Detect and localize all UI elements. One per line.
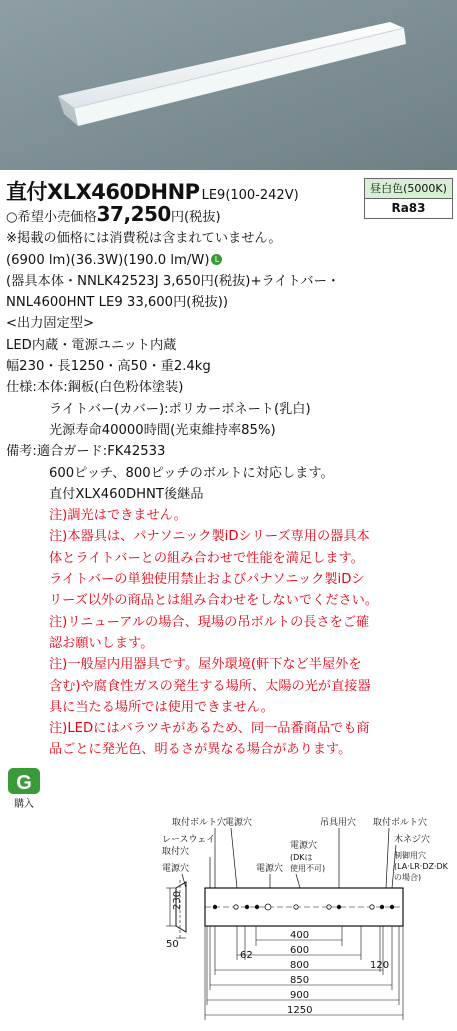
parts-line-1: (器具本体・NNLK42523J 3,650円(税抜)+ライトバー・ bbox=[6, 273, 340, 289]
note-line: 注)リニューアルの場合、現場の吊ボルトの長さをご確 bbox=[49, 614, 370, 630]
builtin-line: LED内蔵・電源ユニット内蔵 bbox=[6, 337, 177, 353]
price-amount: 37,250 bbox=[96, 204, 171, 226]
dim-120: 120 bbox=[370, 960, 390, 971]
green-mark-letter: G bbox=[16, 772, 32, 794]
note-line: 認お願いします。 bbox=[49, 635, 154, 651]
label-raceway-1: レースウェイ bbox=[162, 835, 216, 845]
color-temp-label: 昼白色(5000K) bbox=[365, 179, 452, 199]
performance-values: (6900 lm)(36.3W)(190.0 lm/W) bbox=[6, 252, 210, 268]
note-line: 品ごとに発光色、明るさが異なる場合があります。 bbox=[49, 742, 352, 758]
note-line: 体とライトバーとの組み合わせで性能を満足します。 bbox=[49, 550, 364, 566]
note-line: リーズ以外の商品とは組み合わせをしないでください。 bbox=[49, 593, 379, 609]
voltage-range: (100-242V) bbox=[225, 188, 299, 203]
price-line bbox=[6, 204, 454, 228]
remarks-line-1: 備考:適合ガード:FK42533 bbox=[6, 444, 166, 460]
note-line: 注)本器具は、パナソニック製iDシリーズ専用の器具本 bbox=[49, 529, 370, 545]
note-line: 注)調光はできません。 bbox=[49, 508, 187, 524]
dim-side: 50 bbox=[166, 939, 179, 950]
dim-800: 800 bbox=[290, 960, 310, 971]
spec-line-1: 仕様:本体:鋼板(白色粉体塗装) bbox=[6, 380, 184, 396]
note-line: 含む)や腐食性ガスの発生する場所、太陽の光が直接器 bbox=[49, 678, 371, 694]
dim-62: 62 bbox=[240, 950, 253, 961]
remarks-line-2: 600ピッチ、800ピッチのボルトに対応します。 bbox=[49, 465, 334, 481]
dim-900: 900 bbox=[290, 990, 310, 1001]
spec-line-3: 光源寿命40000時間(光束維持率85%) bbox=[49, 422, 276, 438]
remarks-line-3: 直付XLX460DHNT後継品 bbox=[49, 486, 204, 502]
l-badge-icon: L bbox=[211, 254, 222, 265]
model-number: 直付XLX460DHNP bbox=[6, 180, 200, 204]
model-heading bbox=[6, 176, 299, 206]
price-prefix: ○希望小売価格 bbox=[6, 210, 97, 225]
dimension-diagram bbox=[0, 812, 457, 1031]
spec-line-2: ライトバー(カバー):ポリカーボネート(乳白) bbox=[49, 401, 311, 417]
performance-line bbox=[6, 250, 454, 271]
product-description bbox=[6, 204, 454, 761]
label-raceway-2: 取付穴 bbox=[162, 847, 190, 857]
label-control-hole-1: 制御用穴 bbox=[394, 851, 426, 860]
label-power-hole-dk-3: 使用不可) bbox=[290, 864, 326, 873]
label-control-hole-2: (LA·LR·DZ·DK bbox=[394, 862, 448, 871]
dim-400: 400 bbox=[290, 930, 310, 941]
note-line: 注)LEDにはバラツキがあるため、同一品番商品でも商 bbox=[49, 721, 370, 737]
note-line: 具に当たる場所では使用できません。 bbox=[49, 699, 274, 715]
label-wood-screw-hole: 木ネジ穴 bbox=[394, 835, 431, 845]
green-mark-label: 購入 bbox=[14, 799, 34, 810]
dim-600: 600 bbox=[290, 945, 310, 956]
label-control-hole-3: の場合) bbox=[394, 873, 422, 882]
label-power-hole-top: 電源穴 bbox=[225, 818, 253, 828]
product-photo bbox=[0, 0, 457, 170]
label-hanger-hole: 吊具用穴 bbox=[320, 818, 357, 828]
label-mount-bolt-hole-right: 取付ボルト穴 bbox=[373, 818, 428, 828]
green-purchase-mark-icon bbox=[6, 766, 42, 810]
note-line: ライトバーの単独使用禁止およびパナソニック製iDシ bbox=[49, 572, 365, 588]
dim-1250: 1250 bbox=[287, 1005, 313, 1016]
label-mount-bolt-hole-left: 取付ボルト穴 bbox=[172, 818, 227, 828]
tax-note: ※掲載の価格には消費税は含まれていません。 bbox=[6, 231, 282, 247]
dim-height: 230 bbox=[172, 890, 183, 910]
label-power-hole-dk-2: (DKは bbox=[290, 853, 313, 862]
label-power-hole-dk-1: 電源穴 bbox=[290, 841, 318, 851]
dimensions-line: 幅230・長1250・高50・重2.4kg bbox=[6, 359, 211, 375]
note-line: 注)一般屋内用器具です。屋外環境(軒下など半屋外を bbox=[49, 657, 362, 673]
parts-line-2: NNL4600HNT LE9 33,600円(税抜)) bbox=[6, 295, 229, 311]
model-suffix: LE9 bbox=[201, 188, 226, 203]
ra-label: Ra83 bbox=[391, 201, 426, 215]
output-type: <出力固定型> bbox=[6, 316, 95, 332]
label-power-hole-mid: 電源穴 bbox=[256, 864, 284, 874]
dim-850: 850 bbox=[290, 975, 310, 986]
label-power-hole-left: 電源穴 bbox=[162, 864, 190, 874]
price-suffix: 円(税抜) bbox=[170, 210, 221, 225]
